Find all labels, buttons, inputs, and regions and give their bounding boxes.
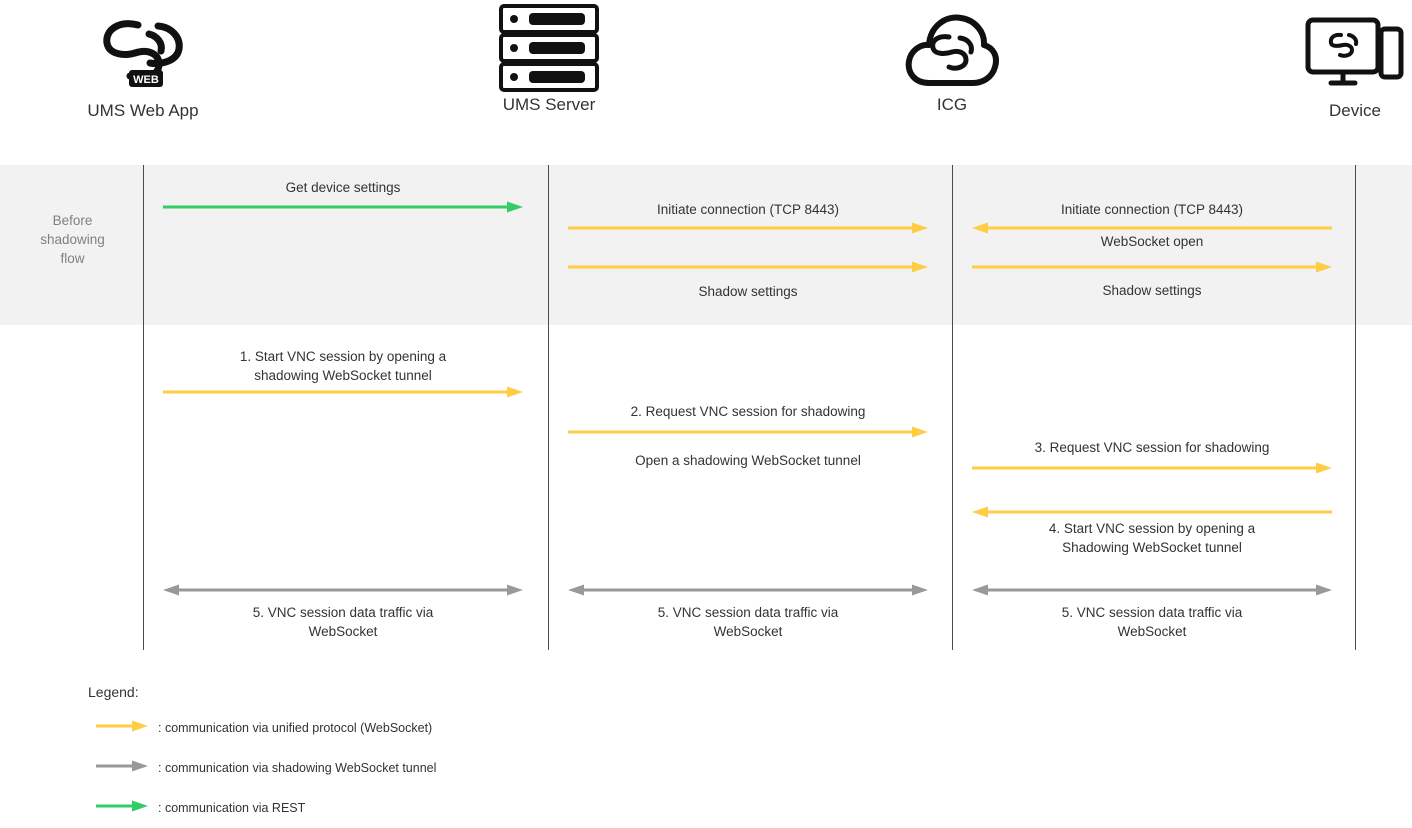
svg-text:WEB: WEB [133,73,159,86]
legend-arrow-icon [96,759,148,777]
server-rack-icon [449,0,649,95]
arrow-vnc-traffic-server-icg [568,584,928,596]
message-label [163,347,523,385]
legend-arrow-icon [96,719,148,737]
actor-label: ICG [936,95,968,114]
actor-ums-web-app [43,6,243,121]
arrow-get-device-settings [163,201,523,213]
message-label: Shadow settings [1102,283,1202,298]
message-line: WebSocket [1117,624,1187,639]
message-label [163,603,523,641]
legend-arrow-icon [96,799,148,817]
message-label: Initiate connection (TCP 8443) [656,202,840,217]
arrow-start-vnc-device-icg [972,506,1332,518]
message-line: 4. Start VNC session by opening a [1048,521,1256,536]
actor-icg [852,0,1052,115]
actor-label: UMS Web App [87,101,199,120]
message-label: Shadow settings [698,284,798,299]
band-label-line: shadowing [40,232,105,247]
legend-item-rest [96,799,305,817]
arrow-request-vnc-icg-device [972,462,1332,474]
ums-web-logo-icon [43,6,243,101]
message-label [568,603,928,641]
band-label-line: Before [52,213,93,228]
legend-item-shadowing [96,759,436,777]
arrow-start-vnc-session-web-server [163,386,523,398]
lifeline-icg [952,165,953,650]
message-line: 5. VNC session data traffic via [252,605,434,620]
arrow-websocket-open [972,261,1332,273]
message-label: WebSocket open [1100,234,1204,249]
message-label [972,519,1332,557]
message-label: Initiate connection (TCP 8443) [1060,202,1244,217]
actor-label: UMS Server [502,95,596,114]
message-line: 5. VNC session data traffic via [657,605,839,620]
legend-title: Legend: [88,684,139,700]
legend-label: : communication via unified protocol (WebSocket) [158,721,433,735]
message-label: 3. Request VNC session for shadowing [1034,440,1270,455]
message-label: 2. Request VNC session for shadowing [630,404,866,419]
lifeline-ums-web-app [143,165,144,650]
message-line: shadowing WebSocket tunnel [254,368,432,383]
lifeline-ums-server [548,165,549,650]
actor-label: Device [1329,101,1381,120]
cloud-gateway-icon [852,0,1052,95]
arrow-initiate-connection-server-icg [568,222,928,234]
message-label-open-shadow-tunnel: Open a shadowing WebSocket tunnel [635,453,861,468]
band-label [10,211,135,268]
band-label-line: flow [60,251,85,266]
message-line: WebSocket [308,624,378,639]
legend-item-unified [96,719,432,737]
actor-device [1255,6,1412,121]
message-line: Shadowing WebSocket tunnel [1062,540,1242,555]
message-label [972,603,1332,641]
arrow-shadow-settings-server-icg [568,261,928,273]
message-label: Get device settings [285,180,401,195]
legend-label: : communication via REST [158,801,306,815]
message-line: 5. VNC session data traffic via [1061,605,1243,620]
arrow-vnc-traffic-web-server [163,584,523,596]
lifeline-device [1355,165,1356,650]
message-line: 1. Start VNC session by opening a [239,349,447,364]
legend-label: : communication via shadowing WebSocket tunnel [158,761,437,775]
message-line: WebSocket [713,624,783,639]
actor-ums-server [449,0,649,115]
arrow-request-vnc-server-icg [568,426,928,438]
arrow-vnc-traffic-icg-device [972,584,1332,596]
monitor-device-icon [1255,6,1412,101]
